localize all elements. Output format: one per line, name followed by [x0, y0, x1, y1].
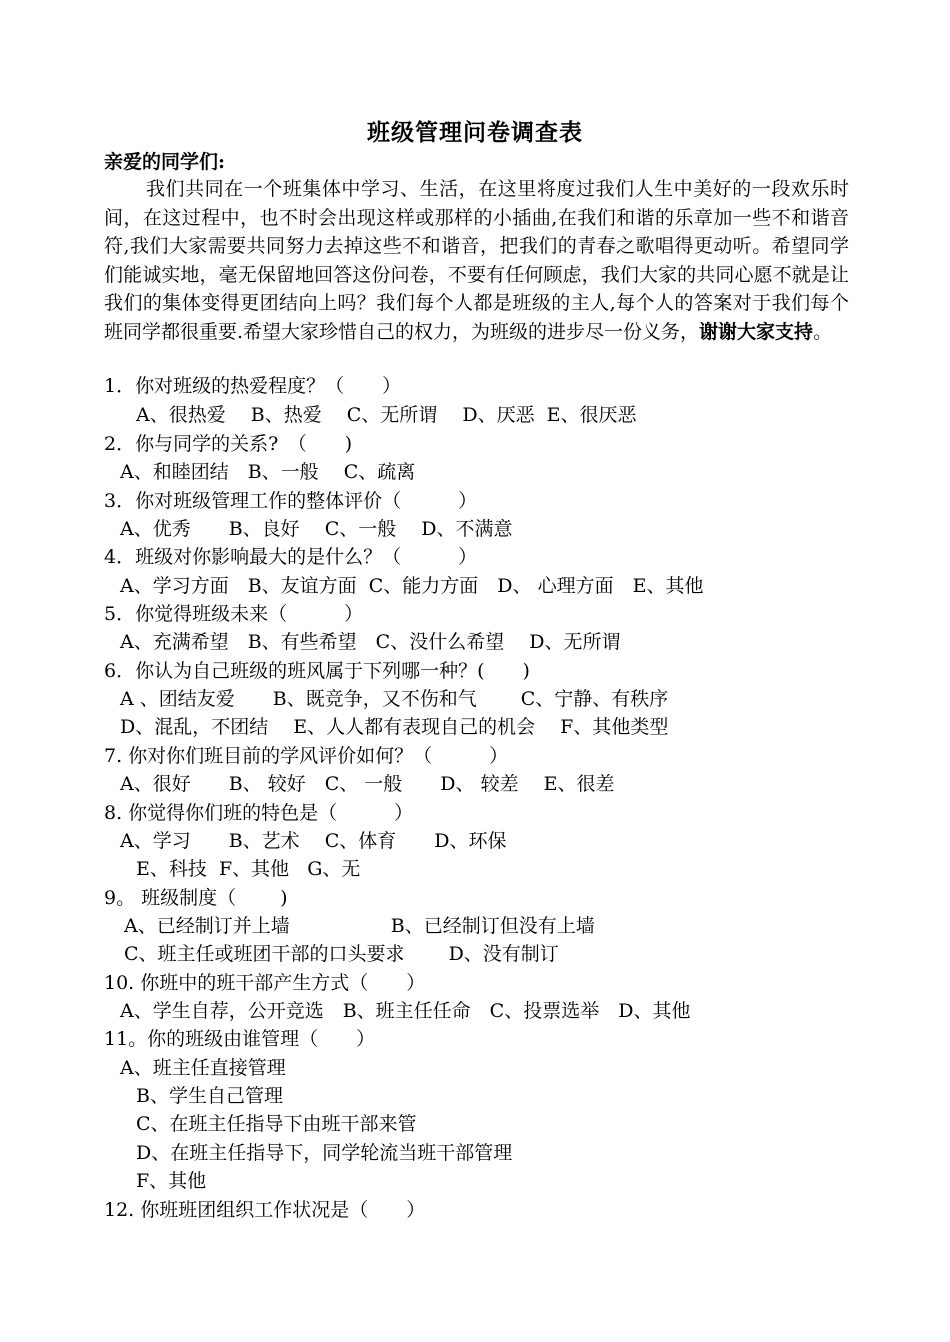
question-7: 7. 你对你们班目前的学风评价如何？（ ） — [104, 745, 509, 767]
question-9-options-line-1: A、已经制订并上墙 B、已经制订但没有上墙 — [124, 915, 595, 937]
question-8-options-line-1: A、学习 B、艺术 C、体育 D、环保 — [120, 830, 507, 852]
question-11-option-a: A、班主任直接管理 — [120, 1057, 286, 1079]
question-12: 12. 你班班团组织工作状况是（ ） — [104, 1199, 426, 1221]
intro-paragraph — [104, 175, 849, 347]
question-11: 11。你的班级由谁管理（ ） — [104, 1028, 376, 1050]
question-3-options: A、优秀 B、良好 C、一般 D、不满意 — [120, 518, 513, 540]
question-8: 8. 你觉得你们班的特色是（ ） — [104, 802, 414, 824]
intro-tail: 。 — [813, 320, 833, 343]
question-11-option-b: B、学生自己管理 — [136, 1085, 283, 1107]
question-6-options-line-2: D、混乱，不团结 E、人人都有表现自己的机会 F、其他类型 — [120, 716, 669, 738]
question-8-options-line-2: E、科技 F、其他 G、无 — [136, 858, 361, 880]
question-6-options-line-1: A 、团结友爱 B、既竞争，又不伤和气 C、宁静、有秩序 — [120, 688, 669, 710]
question-4: 4．班级对你影响最大的是什么？（ ） — [104, 546, 478, 568]
page-title: 班级管理问卷调查表 — [367, 119, 583, 146]
question-9-options-line-2: C、班主任或班团干部的口头要求 D、没有制订 — [124, 943, 559, 965]
question-3: 3．你对班级管理工作的整体评价（ ） — [104, 490, 478, 512]
question-11-option-f: F、其他 — [136, 1170, 207, 1192]
question-5-options: A、充满希望 B、有些希望 C、没什么希望 D、无所谓 — [120, 631, 621, 653]
question-4-options: A、学习方面 B、友谊方面 C、能力方面 D、 心理方面 E、其他 — [120, 575, 704, 597]
question-10: 10. 你班中的班干部产生方式（ ） — [104, 972, 426, 994]
intro-thanks: 谢谢大家支持 — [699, 320, 814, 343]
question-5: 5．你觉得班级未来（ ） — [104, 603, 364, 625]
question-9: 9。 班级制度（ ) — [104, 887, 288, 909]
question-2: 2．你与同学的关系? （ ) — [104, 433, 353, 455]
question-11-option-c: C、在班主任指导下由班干部来管 — [136, 1113, 417, 1135]
question-7-options: A、很好 B、 较好 C、 一般 D、 较差 E、很差 — [120, 773, 615, 795]
question-1: 1．你对班级的热爱程度？（ ） — [104, 375, 402, 397]
question-6: 6．你认为自己班级的班风属于下列哪一种？( ) — [104, 660, 530, 682]
question-11-option-d: D、在班主任指导下，同学轮流当班干部管理 — [136, 1142, 513, 1164]
intro-text: 我们共同在一个班集体中学习、生活，在这里将度过我们人生中美好的一段欢乐时间，在这过程中，也不时会出现这样或那样的小插曲,在我们和谐的乐章加一些不和谐音符,我们大家需要共同努力去掉这些不和谐音，把我们的青春之歌唱得更动听。希望同学们能诚实地，毫无保留地回答这份问卷，不要有任何顾虑，我们大家的共同心愿不就是让我们的集体变得更团结向上吗？我们每个人都是班级的主人,每个人的答案对于我们每个班同学都很重要.希望大家珍惜自己的权力，为班级的进步尽一份义务， — [104, 178, 849, 343]
question-2-options: A、和睦团结 B、一般 C、疏离 — [120, 461, 416, 483]
question-1-options: A、很热爱 B、热爱 C、无所谓 D、厌恶 E、很厌恶 — [136, 404, 637, 426]
greeting: 亲爱的同学们: — [104, 151, 226, 173]
question-10-options: A、学生自荐，公开竞选 B、班主任任命 C、投票选举 D、其他 — [120, 1000, 691, 1022]
